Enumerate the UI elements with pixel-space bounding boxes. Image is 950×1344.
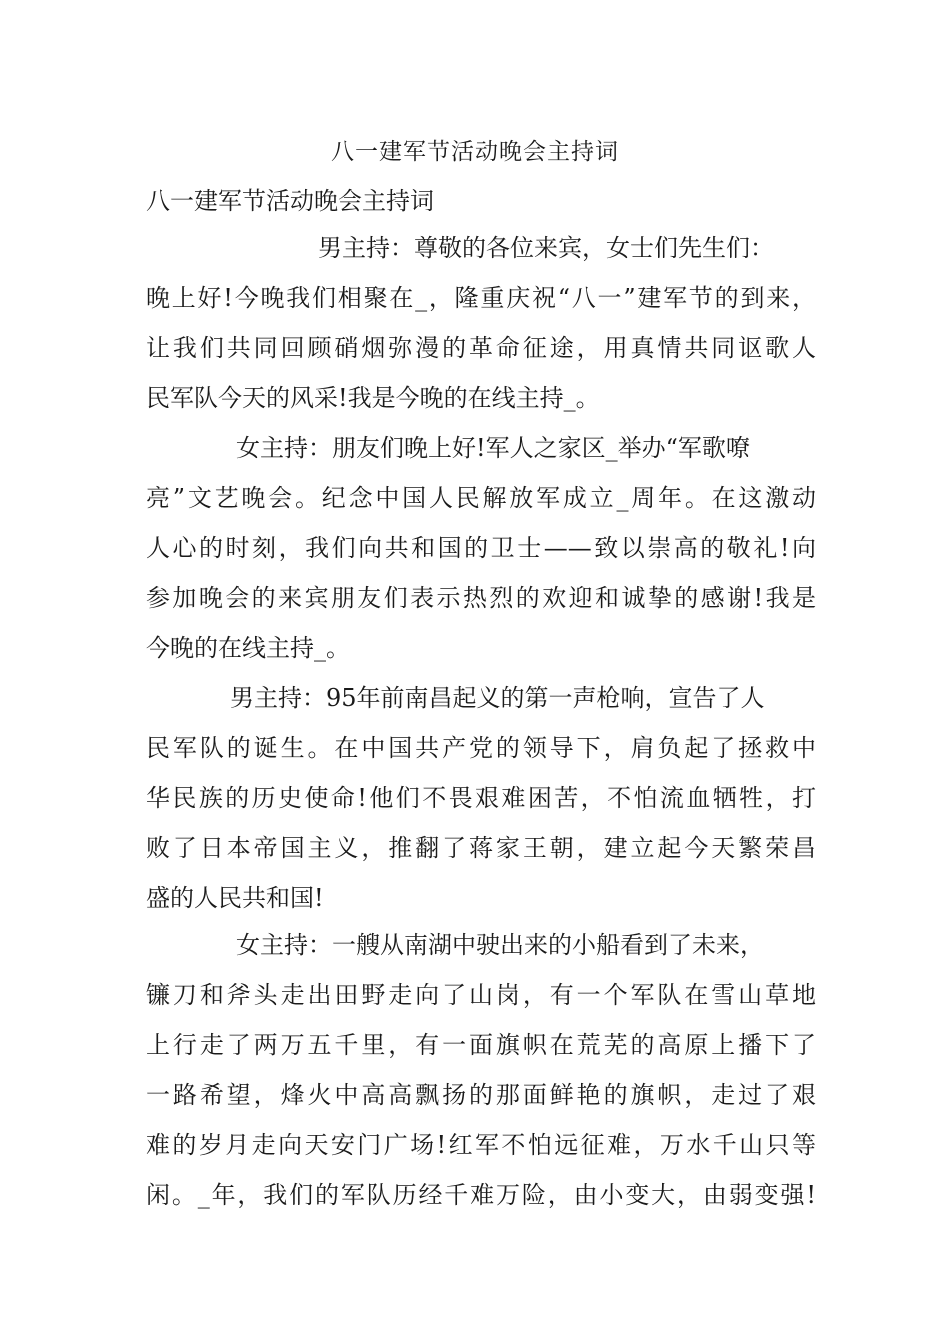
paragraph-line: 今晚的在线主持_。 — [146, 634, 350, 662]
paragraph-line: 让我们共同回顾硝烟弥漫的革命征途，用真情共同讴歌人 — [146, 334, 816, 362]
paragraph-line: 参加晚会的来宾朋友们表示热烈的欢迎和诚挚的感谢!我是 — [146, 584, 816, 612]
paragraph-line: 败了日本帝国主义，推翻了蒋家王朝，建立起今天繁荣昌 — [146, 834, 816, 862]
paragraph-line: 女主持：朋友们晚上好!军人之家区_举办“军歌嘹 — [236, 434, 750, 462]
paragraph-line: 晚上好!今晚我们相聚在_，隆重庆祝“八一”建军节的到来， — [146, 284, 816, 312]
paragraph-line: 盛的人民共和国! — [146, 884, 324, 912]
paragraph-line: 民军队今天的风采!我是今晚的在线主持_。 — [146, 384, 600, 412]
paragraph-line: 闲。_年，我们的军队历经千难万险，由小变大，由弱变强! — [146, 1181, 816, 1209]
paragraph-line: 亮”文艺晚会。纪念中国人民解放军成立_周年。在这激动 — [146, 484, 816, 512]
paragraph-female-host-history — [146, 920, 836, 1220]
paragraph-female-host-opening — [146, 423, 836, 673]
paragraph-line: 男主持：尊敬的各位来宾，女士们先生们： — [318, 234, 774, 262]
document-subtitle: 八一建军节活动晚会主持词 — [146, 187, 434, 215]
document-title: 八一建军节活动晚会主持词 — [331, 139, 619, 165]
paragraph-line: 男主持：95年前南昌起义的第一声枪响，宣告了人 — [230, 684, 765, 712]
paragraph-line: 人心的时刻，我们向共和国的卫士——致以崇高的敬礼!向 — [146, 534, 816, 562]
paragraph-line: 难的岁月走向天安门广场!红军不怕远征难，万水千山只等 — [146, 1131, 816, 1159]
paragraph-line: 一路希望，烽火中高高飘扬的那面鲜艳的旗帜，走过了艰 — [146, 1081, 816, 1109]
paragraph-male-host-history — [146, 673, 836, 923]
paragraph-line: 女主持：一艘从南湖中驶出来的小船看到了未来， — [236, 931, 764, 959]
paragraph-line: 上行走了两万五千里，有一面旗帜在荒芜的高原上播下了 — [146, 1031, 816, 1059]
paragraph-line: 民军队的诞生。在中国共产党的领导下，肩负起了拯救中 — [146, 734, 816, 762]
paragraph-line: 镰刀和斧头走出田野走向了山岗，有一个军队在雪山草地 — [146, 981, 816, 1009]
paragraph-male-host-opening — [146, 223, 836, 423]
paragraph-line: 华民族的历史使命!他们不畏艰难困苦，不怕流血牺牲，打 — [146, 784, 816, 812]
